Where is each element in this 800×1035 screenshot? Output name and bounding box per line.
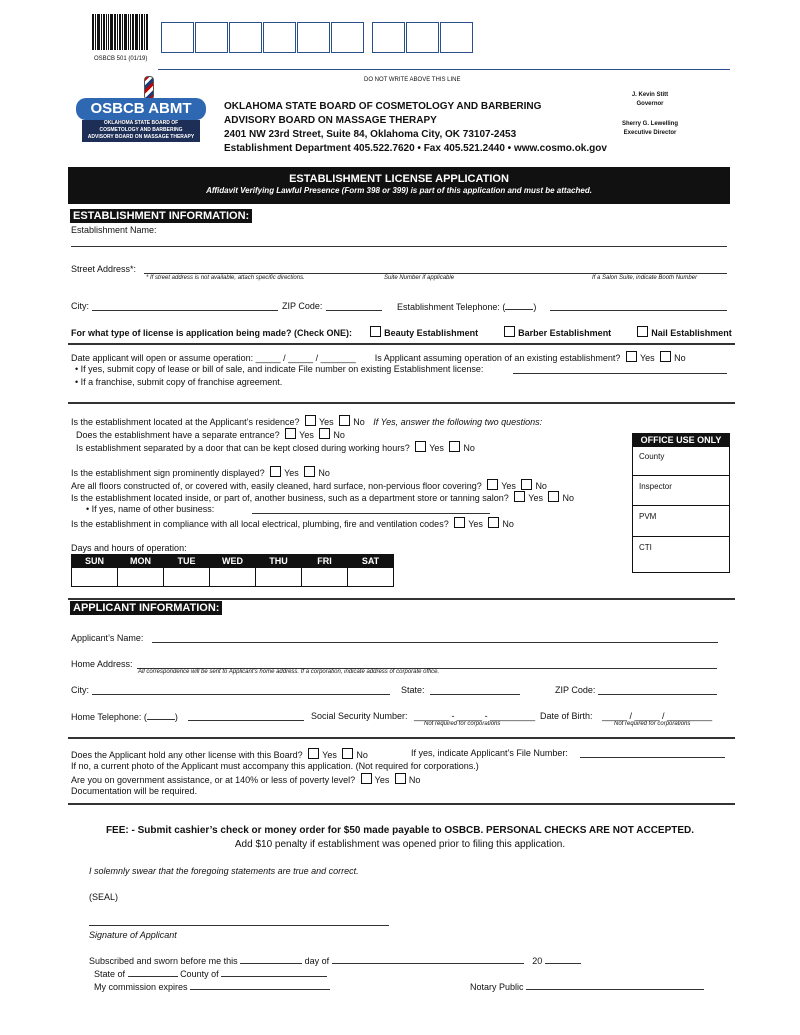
ssn-field[interactable]: _______ - _____ - _________ <box>414 711 536 721</box>
phone-area-field[interactable] <box>505 301 533 310</box>
day-header: MON <box>118 555 164 568</box>
office-pvm[interactable]: PVM <box>639 512 657 521</box>
entrance-yes-checkbox[interactable] <box>285 428 296 439</box>
other-business-field[interactable] <box>252 513 490 514</box>
sign-no-checkbox[interactable] <box>304 466 315 477</box>
inside-yes-checkbox[interactable] <box>514 491 525 502</box>
day-header: SAT <box>348 555 394 568</box>
subscribed-label: Subscribed and sworn before me this <box>89 956 238 966</box>
beauty-checkbox[interactable] <box>370 326 381 337</box>
hours-cell[interactable] <box>164 568 210 587</box>
phone-paren: ) <box>533 302 537 312</box>
county-of-label: County of <box>180 969 219 979</box>
ssn-note: Not required for corporations <box>424 721 501 727</box>
floor-question: Are all floors constructed of, or covered with, easily cleaned, hard surface, non-pervious floor covering? <box>71 481 482 491</box>
signature-field[interactable] <box>89 925 389 926</box>
door-yes-checkbox[interactable] <box>415 441 426 452</box>
commission-field[interactable] <box>190 981 330 990</box>
city-field[interactable] <box>92 310 278 311</box>
logo-badge: OSBCB ABMT <box>76 98 206 120</box>
divider <box>68 803 735 805</box>
day-of-label: day of <box>304 956 330 966</box>
documentation-note: Documentation will be required. <box>71 786 198 796</box>
notary-label: Notary Public <box>470 982 524 992</box>
day-header: SUN <box>72 555 118 568</box>
form-title: ESTABLISHMENT LICENSE APPLICATION <box>289 173 509 185</box>
door-yes: Yes <box>429 443 444 453</box>
year-label: 20 <box>532 956 543 966</box>
entrance-no: No <box>333 430 345 440</box>
inside-yes: Yes <box>528 493 543 503</box>
inside-question: Is the establishment located inside, or part of, another business, such as a department store or tanning salon? <box>71 493 509 503</box>
residence-row <box>71 415 542 427</box>
assistance-yes-checkbox[interactable] <box>361 773 372 784</box>
floor-no: No <box>535 481 547 491</box>
day-header: TUE <box>164 555 210 568</box>
inside-no: No <box>562 493 574 503</box>
other-license-question: Does the Applicant hold any other license with this Board? <box>71 750 303 760</box>
entrance-yes: Yes <box>299 430 314 440</box>
barcode <box>92 14 154 52</box>
divider <box>68 402 735 404</box>
home-phone-label-text: Home Telephone: ( <box>71 712 147 722</box>
subscribed-day-field[interactable] <box>240 955 302 964</box>
governor-block <box>590 91 710 109</box>
nail-checkbox[interactable] <box>637 326 648 337</box>
assistance-question: Are you on government assistance, or at 140% or less of poverty level? <box>71 775 356 785</box>
sign-question: Is the establishment sign prominently displayed? <box>71 468 265 478</box>
sign-no: No <box>318 468 330 478</box>
logo-sub3: ADVISORY BOARD ON MASSAGE THERAPY <box>87 134 195 140</box>
title-bar <box>68 167 730 204</box>
inside-no-checkbox[interactable] <box>548 491 559 502</box>
door-no: No <box>463 443 475 453</box>
assistance-no-checkbox[interactable] <box>395 773 406 784</box>
assistance-no: No <box>408 775 421 785</box>
form-code: OSBCB 501 (01/19) <box>94 56 148 62</box>
establishment-name-field[interactable] <box>71 246 727 247</box>
home-phone-area-field[interactable] <box>147 711 175 720</box>
assume-question: Is Applicant assuming operation of an existing establishment? <box>374 353 621 363</box>
barber-pole-icon <box>144 76 154 100</box>
nail-option: Nail Establishment <box>651 328 732 338</box>
divider <box>68 737 735 739</box>
do-not-write-note: DO NOT WRITE ABOVE THIS LINE <box>364 77 461 83</box>
home-phone-paren: ) <box>174 712 178 722</box>
hours-cell[interactable] <box>348 568 394 587</box>
governor-name: J. Kevin Stitt <box>631 92 669 98</box>
director-block <box>590 120 710 138</box>
compliance-row <box>71 517 514 529</box>
ssn-label: Social Security Number: <box>311 711 408 721</box>
assistance-row <box>71 773 420 785</box>
county-of-field[interactable] <box>221 968 327 977</box>
zip-label: ZIP Code: <box>282 301 323 311</box>
org-address: 2401 NW 23rd Street, Suite 84, Oklahoma City, OK 73107-2453 <box>224 129 517 140</box>
assume-no-checkbox[interactable] <box>660 351 671 362</box>
inside-row <box>71 491 574 503</box>
entrance-row <box>76 428 345 440</box>
assume-yes: Yes <box>639 353 655 363</box>
dob-note: Not required for corporations <box>614 721 691 727</box>
franchise-note: • If a franchise, submit copy of franchise agreement. <box>75 377 283 387</box>
fee-line: FEE: - Submit cashier’s check or money order for $50 made payable to OSBCB. PERSONAL CHECKS ARE NOT ACCEPTED. <box>105 825 695 836</box>
open-date-field[interactable]: _____ / _____ / _______ <box>255 353 356 363</box>
residence-note: If Yes, answer the following two questions: <box>373 417 543 427</box>
hours-cell[interactable] <box>118 568 164 587</box>
compliance-no: No <box>502 519 514 529</box>
compliance-question: Is the establishment in compliance with all local electrical, plumbing, fire and ventilation codes? <box>71 519 449 529</box>
home-address-note: All correspondence will be sent to Applicant’s home address. If a corporation, indicate address of corporate office. <box>138 669 440 675</box>
home-address-label: Home Address: <box>71 659 133 669</box>
sign-row <box>71 466 330 478</box>
days-hours-table <box>71 554 394 587</box>
suite-note: Suite Number if applicable <box>384 275 455 281</box>
applicant-state-field[interactable] <box>430 694 520 695</box>
signature-label: Signature of Applicant <box>89 930 177 940</box>
establishment-name-label: Establishment Name: <box>71 225 157 235</box>
residence-yes-checkbox[interactable] <box>305 415 316 426</box>
subscribed-row <box>89 955 581 966</box>
assistance-yes: Yes <box>374 775 390 785</box>
barber-option: Barber Establishment <box>518 328 612 338</box>
logo-sub2: COSMETOLOGY AND BARBERING <box>99 127 183 133</box>
month-field[interactable] <box>332 955 524 964</box>
director-name: Sherry G. Lewelling <box>621 121 678 127</box>
beauty-option: Beauty Establishment <box>384 328 479 338</box>
door-no-checkbox[interactable] <box>449 441 460 452</box>
sign-yes-checkbox[interactable] <box>270 466 281 477</box>
booth-note: If a Salon Suite, indicate Booth Number <box>592 275 698 281</box>
applicant-zip-field[interactable] <box>598 694 717 695</box>
file-number-label: If yes, indicate Applicant’s File Number: <box>411 748 568 758</box>
day-header: THU <box>256 555 302 568</box>
top-rule <box>158 69 730 70</box>
dob-label: Date of Birth: <box>540 711 593 721</box>
file-number-field[interactable] <box>580 757 725 758</box>
residence-no-checkbox[interactable] <box>339 415 350 426</box>
phone-label <box>397 301 536 312</box>
photo-note: If no, a current photo of the Applicant must accompany this application. (Not required for corporations.) <box>71 761 479 771</box>
office-inspector[interactable]: Inspector <box>639 482 672 491</box>
floor-yes: Yes <box>501 481 516 491</box>
zip-field[interactable] <box>326 310 382 311</box>
year-field[interactable] <box>545 955 581 964</box>
seal-label: (SEAL) <box>89 892 119 902</box>
city-label: City: <box>71 301 89 311</box>
other-business-label: • If yes, name of other business: <box>86 504 215 514</box>
barber-checkbox[interactable] <box>504 326 515 337</box>
door-question: Is establishment separated by a door that can be kept closed during working hours? <box>76 443 410 453</box>
applicant-heading: APPLICANT INFORMATION: <box>70 601 222 615</box>
state-county-row <box>94 968 327 979</box>
compliance-yes: Yes <box>468 519 483 529</box>
hours-cell[interactable] <box>302 568 348 587</box>
other-license-yes-checkbox[interactable] <box>308 748 319 759</box>
office-entry-boxes <box>161 22 473 53</box>
notary-field[interactable] <box>526 981 704 990</box>
residence-question: Is the establishment located at the Applicant’s residence? <box>71 417 300 427</box>
office-use-box <box>632 433 730 573</box>
applicant-zip-label: ZIP Code: <box>555 685 596 695</box>
assume-yes-checkbox[interactable] <box>626 351 637 362</box>
compliance-yes-checkbox[interactable] <box>454 517 465 528</box>
residence-yes: Yes <box>319 417 334 427</box>
applicant-city-label: City: <box>71 685 89 695</box>
day-header: WED <box>210 555 256 568</box>
home-phone-label <box>71 711 178 722</box>
applicant-name-label: Applicant’s Name: <box>71 633 144 643</box>
divider <box>68 598 735 600</box>
street-note: * If street address is not available, attach specific directions. <box>146 275 305 281</box>
hours-cell[interactable] <box>72 568 118 587</box>
door-row <box>76 441 475 453</box>
logo <box>72 76 212 144</box>
applicant-name-field[interactable] <box>152 642 718 643</box>
establishment-heading: ESTABLISHMENT INFORMATION: <box>70 209 252 223</box>
logo-sub1: OKLAHOMA STATE BOARD OF <box>103 120 179 126</box>
days-label: Days and hours of operation: <box>71 543 187 553</box>
swear-statement: I solemnly swear that the foregoing statements are true and correct. <box>89 866 359 876</box>
phone-field[interactable] <box>550 310 727 311</box>
license-type-question <box>71 326 741 338</box>
dob-field[interactable]: _____ / _____ / _________ <box>602 711 713 721</box>
other-license-yes: Yes <box>322 750 337 760</box>
existing-file-field[interactable] <box>513 373 727 374</box>
office-use-heading: OFFICE USE ONLY <box>633 434 729 447</box>
floor-yes-checkbox[interactable] <box>487 479 498 490</box>
director-title: Executive Director <box>623 130 677 136</box>
applicant-state-label: State: <box>401 685 425 695</box>
form-subtitle: Affidavit Verifying Lawful Presence (Form 398 or 399) is part of this application and must be attached. <box>206 186 592 195</box>
license-type-label: For what type of license is application being made? (Check ONE): <box>71 328 353 338</box>
office-county[interactable]: County <box>639 452 665 461</box>
street-field[interactable] <box>144 273 727 274</box>
home-phone-field[interactable] <box>188 720 304 721</box>
compliance-no-checkbox[interactable] <box>488 517 499 528</box>
open-date-label: Date applicant will open or assume operation: <box>71 353 254 363</box>
floor-no-checkbox[interactable] <box>521 479 532 490</box>
org-name: OKLAHOMA STATE BOARD OF COSMETOLOGY AND BARBERING <box>224 101 542 112</box>
commission-row <box>94 981 330 992</box>
day-header: FRI <box>302 555 348 568</box>
phone-label-text: Establishment Telephone: ( <box>397 302 506 312</box>
divider <box>68 343 735 345</box>
assume-no: No <box>674 353 686 363</box>
floor-row <box>71 479 547 491</box>
office-cti[interactable]: CTI <box>639 543 652 552</box>
org-contact: Establishment Department 405.522.7620 • Fax 405.521.2440 • www.cosmo.ok.gov <box>224 143 607 154</box>
governor-title: Governor <box>636 101 664 107</box>
hours-cell[interactable] <box>210 568 256 587</box>
entrance-no-checkbox[interactable] <box>319 428 330 439</box>
state-of-label: State of <box>94 969 126 979</box>
applicant-city-field[interactable] <box>92 694 390 695</box>
open-date-row <box>71 351 741 363</box>
other-license-row <box>71 748 368 760</box>
state-of-field[interactable] <box>128 968 178 977</box>
other-license-no-checkbox[interactable] <box>342 748 353 759</box>
entrance-question: Does the establishment have a separate entrance? <box>76 430 280 440</box>
residence-no: No <box>353 417 365 427</box>
notary-row <box>470 981 704 992</box>
other-license-no: No <box>356 750 368 760</box>
street-label: Street Address*: <box>71 264 137 274</box>
logo-banner <box>82 120 200 142</box>
lease-note: • If yes, submit copy of lease or bill of sale, and indicate File number on existing Establishment license: <box>75 364 484 374</box>
org-subname: ADVISORY BOARD ON MASSAGE THERAPY <box>224 115 437 126</box>
hours-cell[interactable] <box>256 568 302 587</box>
penalty-line: Add $10 penalty if establishment was opened prior to filing this application. <box>234 839 566 850</box>
sign-yes: Yes <box>284 468 299 478</box>
commission-label: My commission expires <box>94 982 188 992</box>
